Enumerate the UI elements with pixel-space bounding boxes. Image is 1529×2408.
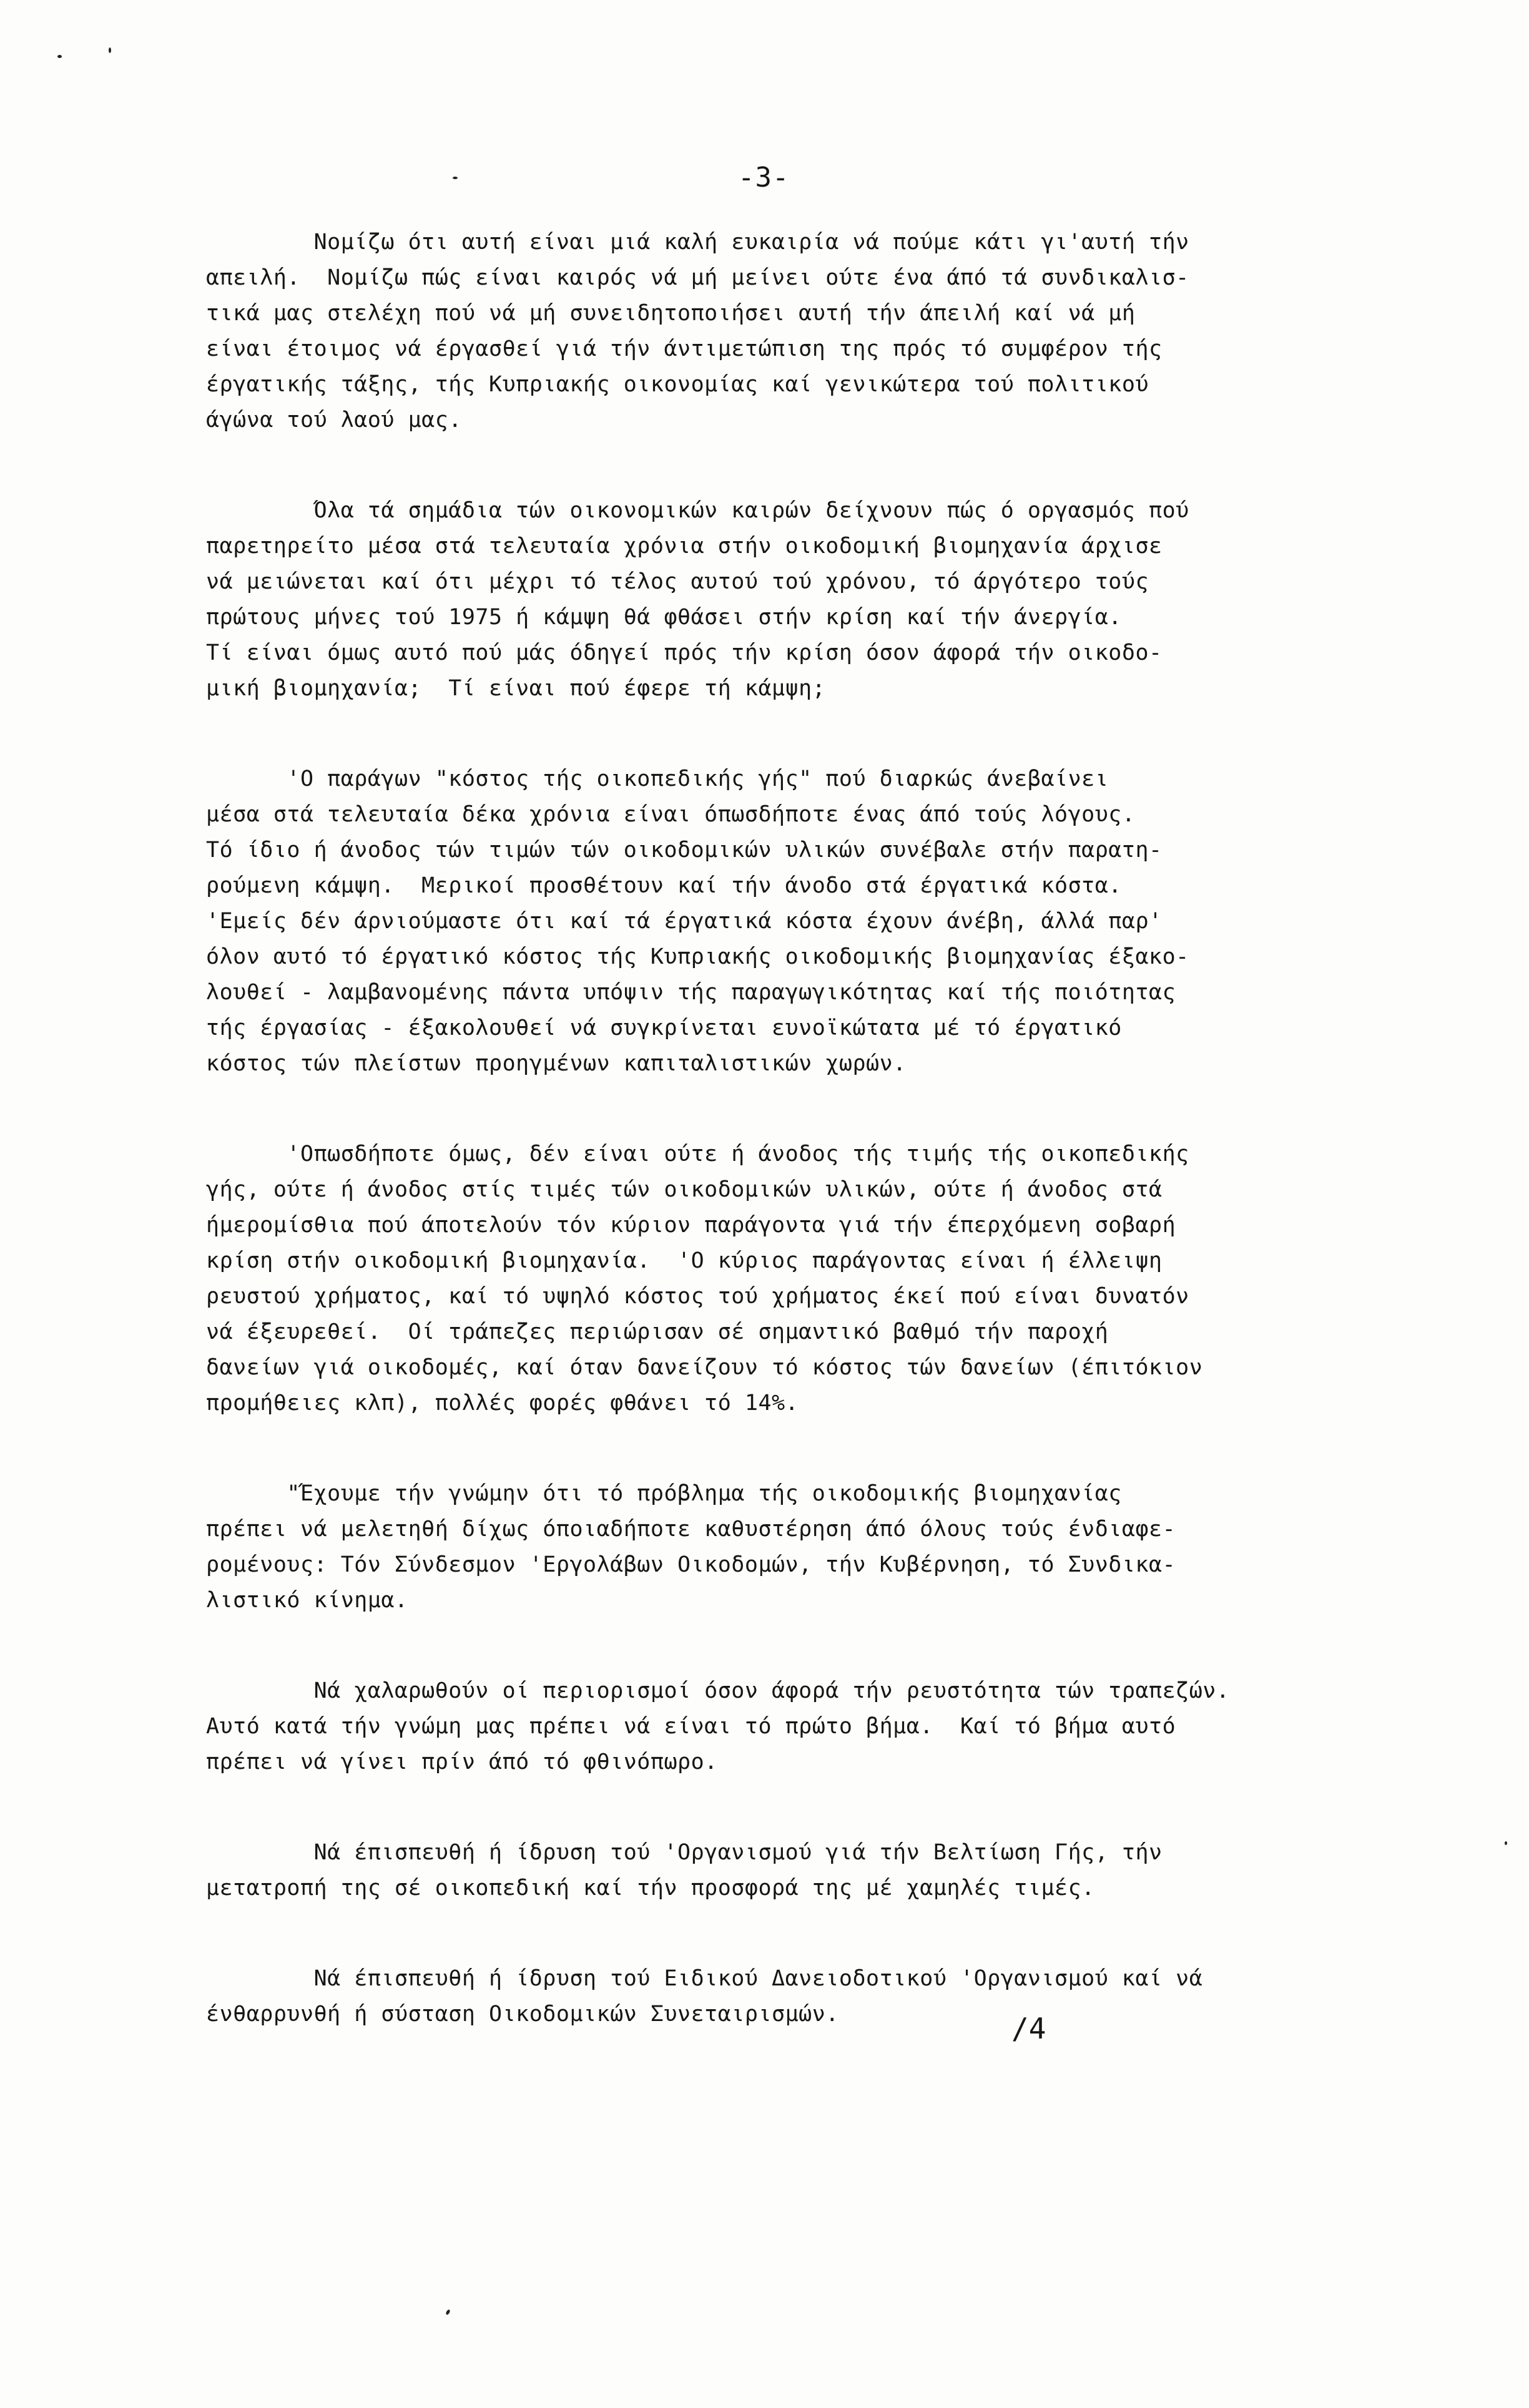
text-line: 'Οπωσδήποτε όμως, δέν είναι ούτε ή άνοδος τής τιμής τής οικοπεδικής — [206, 1142, 1189, 1167]
paper-speck — [1505, 1841, 1507, 1845]
text-line: έργατικής τάξης, τής Κυπριακής οικονομίας καί γενικώτερα τού πολιτικού — [206, 372, 1149, 397]
text-line: μετατροπή της σέ οικοπεδική καί τήν προσφορά της μέ χαμηλές τιμές. — [206, 1876, 1095, 1901]
text-line: Νά έπισπευθή ή ίδρυση τού Ειδικού Δανειοδοτικού 'Οργανισμού καί νά — [206, 1966, 1203, 1991]
text-line: λιστικό κίνημα. — [206, 1588, 408, 1613]
text-line: νά μειώνεται καί ότι μέχρι τό τέλος αυτού τού χρόνου, τό άργότερο τούς — [206, 569, 1149, 594]
paper-speck — [445, 2309, 451, 2315]
text-line: νά έξευρεθεί. Οί τράπεζες περιώρισαν σέ σημαντικό βαθμό τήν παροχή — [206, 1319, 1109, 1344]
paper-speck — [57, 55, 62, 58]
text-line: Νά χαλαρωθούν οί περιορισμοί όσον άφορά τήν ρευστότητα τών τραπεζών. — [206, 1678, 1230, 1703]
paragraph — [206, 1961, 1411, 2032]
text-line: ένθαρρυνθή ή σύσταση Οικοδομικών Συνεταιρισμών. — [206, 2002, 839, 2027]
text-line: Νομίζω ότι αυτή είναι μιά καλή ευκαιρία νά πούμε κάτι γι'αυτή τήν — [206, 230, 1189, 255]
text-line: ρούμενη κάμψη. Μερικοί προσθέτουν καί τήν άνοδο στά έργατικά κόστα. — [206, 873, 1122, 898]
text-line: άγώνα τού λαού μας. — [206, 408, 462, 433]
text-line: προμήθειες κλπ), πολλές φορές φθάνει τό 14%. — [206, 1391, 799, 1416]
text-line: ρευστού χρήματος, καί τό υψηλό κόστος τού χρήματος έκεί πού είναι δυνατόν — [206, 1284, 1189, 1309]
text-line: παρετηρείτο μέσα στά τελευταία χρόνια στήν οικοδομική βιομηχανία άρχισε — [206, 534, 1163, 559]
text-line: πρέπει νά μελετηθή δίχως όποιαδήποτε καθυστέρηση άπό όλους τούς ένδιαφε- — [206, 1517, 1176, 1542]
text-line: λουθεί - λαμβανομένης πάντα υπόψιν τής παραγωγικότητας καί τής ποιότητας — [206, 980, 1176, 1005]
paper-speck — [109, 47, 111, 53]
text-line: πρώτους μήνες τού 1975 ή κάμψη θά φθάσει στήν κρίση καί τήν άνεργία. — [206, 605, 1122, 630]
text-line: κόστος τών πλείστων προηγμένων καπιταλιστικών χωρών. — [206, 1051, 907, 1076]
text-line: όλον αυτό τό έργατικό κόστος τής Κυπριακής οικοδομικής βιομηχανίας έξακο- — [206, 944, 1189, 969]
text-line: δανείων γιά οικοδομές, καί όταν δανείζουν τό κόστος τών δανείων (έπιτόκιον — [206, 1355, 1203, 1380]
text-line: μέσα στά τελευταία δέκα χρόνια είναι όπωσδήποτε ένας άπό τούς λόγους. — [206, 802, 1136, 827]
paragraph — [206, 225, 1411, 438]
text-line: γής, ούτε ή άνοδος στίς τιμές τών οικοδομικών υλικών, ούτε ή άνοδος στά — [206, 1177, 1163, 1202]
text-line: 'Εμείς δέν άρνιούμαστε ότι καί τά έργατικά κόστα έχουν άνέβη, άλλά παρ' — [206, 909, 1163, 934]
text-line: απειλή. Νομίζω πώς είναι καιρός νά μή μείνει ούτε ένα άπό τά συνδικαλισ- — [206, 265, 1189, 290]
text-line: είναι έτοιμος νά έργασθεί γιά τήν άντιμετώπιση της πρός τό συμφέρον τής — [206, 336, 1163, 361]
text-line: ήμερομίσθια πού άποτελούν τόν κύριον παράγοντα γιά τήν έπερχόμενη σοβαρή — [206, 1213, 1176, 1238]
page-number: -3- — [738, 162, 790, 193]
paragraph — [206, 1835, 1411, 1906]
text-line: Τό ίδιο ή άνοδος τών τιμών τών οικοδομικών υλικών συνέβαλε στήν παρατη- — [206, 838, 1163, 863]
text-line: μική βιομηχανία; Τί είναι πού έφερε τή κάμψη; — [206, 676, 826, 701]
continuation-marker: /4 — [1011, 2012, 1046, 2045]
paragraph — [206, 761, 1411, 1082]
text-line: 'Ο παράγων "κόστος τής οικοπεδικής γής" πού διαρκώς άνεβαίνει — [206, 766, 1109, 791]
text-line: πρέπει νά γίνει πρίν άπό τό φθινόπωρο. — [206, 1750, 718, 1774]
text-line: Αυτό κατά τήν γνώμη μας πρέπει νά είναι τό πρώτο βήμα. Καί τό βήμα αυτό — [206, 1714, 1176, 1739]
text-line: Όλα τά σημάδια τών οικονομικών καιρών δείχνουν πώς ό οργασμός πού — [206, 498, 1189, 523]
text-line: Νά έπισπευθή ή ίδρυση τού 'Οργανισμού γιά τήν Βελτίωση Γής, τήν — [206, 1840, 1163, 1865]
paragraph — [206, 1137, 1411, 1421]
paragraph — [206, 493, 1411, 707]
paragraph — [206, 1673, 1411, 1780]
paper-speck — [453, 177, 458, 179]
text-line: "Έχουμε τήν γνώμην ότι τό πρόβλημα τής οικοδομικής βιομηχανίας — [206, 1481, 1122, 1506]
text-line: κρίση στήν οικοδομική βιομηχανία. 'Ο κύριος παράγοντας είναι ή έλλειψη — [206, 1248, 1163, 1273]
text-line: τικά μας στελέχη πού νά μή συνειδητοποιήσει αυτή τήν άπειλή καί νά μή — [206, 301, 1136, 326]
text-line: ρομένους: Τόν Σύνδεσμον 'Εργολάβων Οικοδομών, τήν Κυβέρνηση, τό Συνδικα- — [206, 1552, 1176, 1577]
paragraph — [206, 1476, 1411, 1618]
text-line: Τί είναι όμως αυτό πού μάς όδηγεί πρός τήν κρίση όσον άφορά τήν οικοδο- — [206, 640, 1163, 665]
body-text — [206, 225, 1411, 2087]
text-line: τής έργασίας - έξακολουθεί νά συγκρίνεται ευνοϊκώτατα μέ τό έργατικό — [206, 1016, 1122, 1040]
